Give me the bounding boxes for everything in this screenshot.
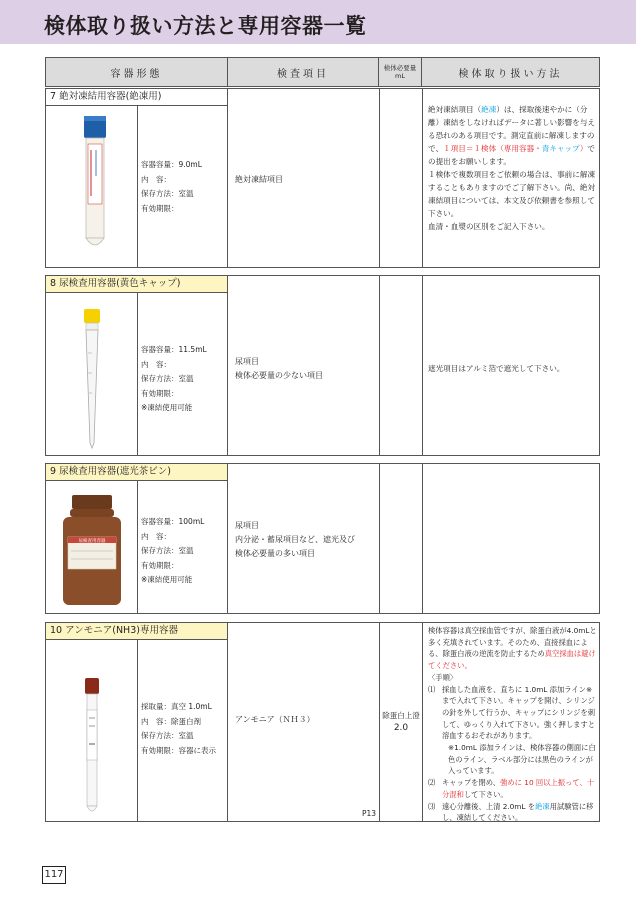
spec-cell <box>138 481 228 613</box>
spec-storage: 保存方法：室温 <box>141 546 194 555</box>
spec-capacity: 容器容量：9.0mL <box>141 160 202 169</box>
page-title: 検体取り扱い方法と専用容器一覧 <box>44 14 367 38</box>
step-text: して下さい。 <box>463 789 508 799</box>
exam-line: 検体必要量の多い項目 <box>235 549 315 558</box>
handling-intro: 検体容器は真空採血管ですが、除蛋白液が4.0mLと多く充填されています。そのため、直接採血による、除蛋白液の逆流を防止するため <box>428 626 597 659</box>
section-10 <box>45 622 600 822</box>
spec-storage: 保存方法：室温 <box>141 731 194 740</box>
step-number: ⑶ <box>428 801 436 811</box>
step-text: 採血した血液を、直ちに 1.0mL 添加ライン※まで入れて下さい。キャップを開け、シリンジの針を外して行うか、キャップにシリンジを刺して、ゆっくり入れて下さい。強く押しますと溶血するおそれがあります。 <box>442 684 596 741</box>
handling-p2: １検体で複数項目をご依頼の場合は、事前に解凍することもありますのでご了解下さい。尚、絶対凍結項目については、本文及び依頼書を参照して下さい。 <box>428 170 596 218</box>
spec-cell <box>138 106 228 267</box>
handling-line: 遮光項目はアルミ箔で遮光して下さい。 <box>428 364 565 373</box>
divider <box>379 89 380 267</box>
spec-cell <box>138 293 228 455</box>
exam-line: 内分泌・蓄尿項目など、遮光及び <box>235 535 355 544</box>
exam-items <box>235 355 323 383</box>
handling-step-1-note <box>428 742 598 777</box>
handling-p3: 血清・血漿の区別をご記入下さい。 <box>428 222 550 231</box>
handling-p1g: での提出をお願いします。 <box>428 144 595 166</box>
ammonia-tube-image <box>46 640 138 821</box>
exam-line: 検体必要量の少ない項目 <box>235 371 323 380</box>
step-frozen-tag: 絶凍 <box>535 801 550 811</box>
step-emphasis: 強めに 10 回以上振って、十分混和 <box>442 778 595 799</box>
volume-line2: 2.0 <box>393 723 409 733</box>
header-volume-line1: 検体必要量 <box>383 63 417 72</box>
section-name: 尿検査用容器(遮光茶ビン) <box>59 466 171 477</box>
handling-step-2 <box>428 777 598 800</box>
spec-capacity: 採取量：真空 1.0mL <box>141 702 212 711</box>
section-number: 10 <box>50 625 63 636</box>
spec-storage: 保存方法：室温 <box>141 189 194 198</box>
handling-text <box>428 625 598 824</box>
spec-capacity: 容器容量：100mL <box>141 517 205 526</box>
header-handling: 検体取り扱い方法 <box>458 68 563 80</box>
header-exam: 検査項目 <box>228 58 379 86</box>
exam-line: アンモニア（ＮＨ３） <box>235 715 315 724</box>
section-number: 9 <box>50 466 57 477</box>
spec-content: 内 容：除蛋白剤 <box>141 716 201 726</box>
header-container: 容器形態 <box>46 58 228 86</box>
spec-content: 内 容： <box>141 531 171 541</box>
bottle-image-cell <box>46 481 138 613</box>
tube-image-cell <box>46 293 138 455</box>
exam-line: 尿項目 <box>235 521 259 530</box>
header-volume-line2: mL <box>395 72 405 80</box>
handling-text <box>428 103 598 233</box>
section-9 <box>45 463 600 614</box>
handling-steps-title: 〈手順〉 <box>428 672 458 682</box>
step-number: ⑵ <box>428 778 436 788</box>
handling-frozen-tag: 絶凍 <box>481 105 497 114</box>
section-name: 尿検査用容器(黄色キャップ) <box>59 278 181 289</box>
section-label-10 <box>46 623 228 640</box>
section-name: アンモニア(NH3)専用容器 <box>65 625 178 636</box>
section-7 <box>45 88 600 268</box>
spec-expiry: 有効期限：容器に表示 <box>141 745 216 755</box>
step-text: 用試験管に移し、凍結してください。 <box>442 801 594 823</box>
exam-items <box>235 173 283 187</box>
divider <box>379 464 380 613</box>
divider <box>379 276 380 455</box>
handling-p1a: 絶対凍結項目（ <box>428 105 482 114</box>
section-8 <box>45 275 600 456</box>
volume-cell <box>380 709 422 735</box>
handling-close-paren: ） <box>579 144 588 153</box>
step-text: 遠心分離後、上清 2.0mL を <box>442 801 536 811</box>
spec-storage: 保存方法：室温 <box>141 374 194 383</box>
exam-line: 絶対凍結項目 <box>235 175 283 184</box>
divider <box>422 623 423 821</box>
spec-expiry: 有効期限： <box>141 388 179 398</box>
section-label-9 <box>46 464 228 481</box>
divider <box>422 464 423 613</box>
spec-cell <box>138 640 228 821</box>
handling-one-item: １項目＝１検体（専用容器・ <box>443 144 542 153</box>
section-number: 7 <box>50 91 57 102</box>
spec-expiry: 有効期限： <box>141 203 179 213</box>
tube-image-cell <box>46 640 138 821</box>
exam-items <box>235 519 355 561</box>
spec-content: 内 容： <box>141 359 171 369</box>
divider <box>422 89 423 267</box>
spec-note: ※凍結使用可能 <box>141 575 193 584</box>
header-volume <box>379 58 422 86</box>
handling-step-3 <box>428 801 598 824</box>
frozen-tube-image <box>46 106 138 267</box>
volume-line1: 除蛋白上澄 <box>382 711 420 720</box>
step-number: ⑴ <box>428 684 436 694</box>
handling-step-1 <box>428 684 598 743</box>
handling-text <box>428 362 598 375</box>
divider <box>422 276 423 455</box>
step-text: キャップを閉め、 <box>442 778 501 788</box>
handling-p1c: ）は、採取後速やかに（分離）凍結をしなければデータに著しい影響を与える恐れのある項目です。測定直前に解凍しますので、 <box>428 105 596 153</box>
spec-content: 内 容： <box>141 174 171 184</box>
section-number: 8 <box>50 278 57 289</box>
step-note: ※1.0mL 添加ラインは、検体容器の側面に白色のライン、ラベル部分には黒色のラインが入っています。 <box>448 743 596 776</box>
page-number: 117 <box>42 866 66 884</box>
spec-note: ※凍結使用可能 <box>141 403 193 412</box>
exam-line: 尿項目 <box>235 357 259 366</box>
urine-tube-image <box>46 293 138 455</box>
brown-bottle-image <box>46 481 138 613</box>
page-reference: P13 <box>362 809 377 818</box>
section-label-7 <box>46 89 228 106</box>
bottle-label-text: 尿検査用容器 <box>78 539 106 544</box>
tube-image-cell <box>46 106 138 267</box>
exam-items <box>235 713 315 727</box>
section-label-8 <box>46 276 228 293</box>
table-header <box>45 57 600 87</box>
spec-expiry: 有効期限： <box>141 560 179 570</box>
handling-blue-cap: 青キャップ <box>541 144 580 153</box>
spec-capacity: 容器容量：11.5mL <box>141 345 207 354</box>
handling-warning: 真空採血は避けてください。 <box>428 649 596 671</box>
section-name: 絶対凍結用容器(絶凍用) <box>59 91 162 102</box>
